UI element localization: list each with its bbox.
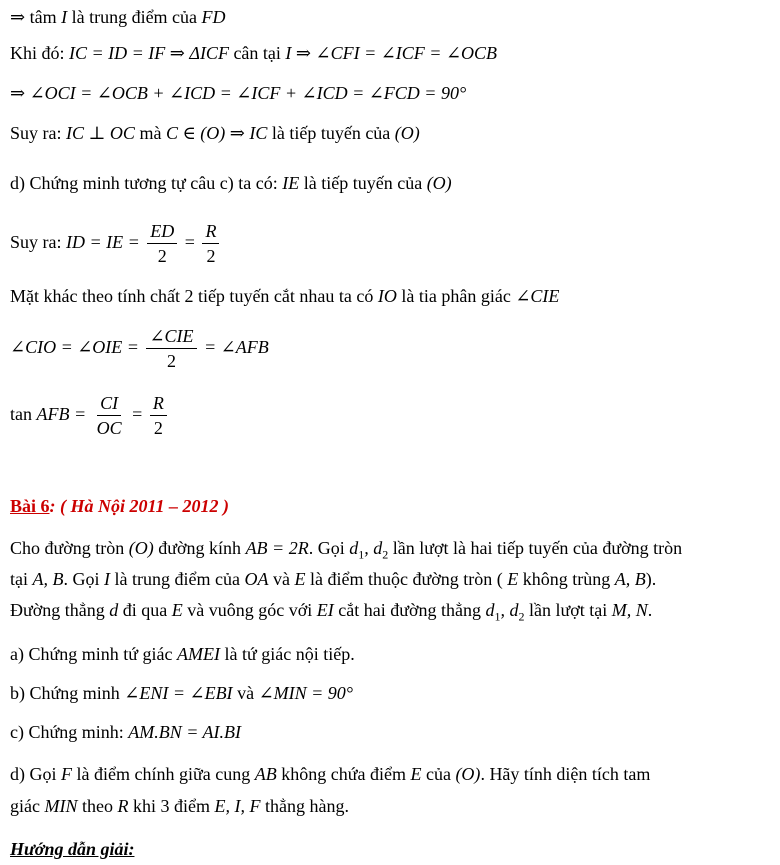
text: là trung điểm của <box>114 569 240 589</box>
problem-source: : ( Hà Nội 2011 – 2012 ) <box>49 496 230 516</box>
math: AFB = <box>36 404 87 424</box>
fraction <box>202 219 219 268</box>
math: EI <box>316 600 334 620</box>
math: E <box>507 569 519 589</box>
math: MIN <box>44 796 78 816</box>
text: đi qua <box>122 600 168 620</box>
question-b <box>10 682 353 704</box>
text: . Gọi <box>63 569 100 589</box>
text: Khi đó: <box>10 43 65 63</box>
text: mà <box>139 123 162 143</box>
math: ID = IE = <box>66 232 140 252</box>
text: lần lượt tại <box>529 600 608 620</box>
subscript: 2 <box>518 609 525 624</box>
text: ⇒ tâm <box>10 7 57 27</box>
text: khi 3 điểm <box>132 796 210 816</box>
fraction-denominator: 2 <box>153 418 163 439</box>
text: Suy ra: <box>10 123 62 143</box>
line-1 <box>10 6 226 28</box>
fraction <box>94 391 125 440</box>
solution-heading <box>10 838 134 860</box>
fraction-numerator: R <box>150 391 167 416</box>
math: AM.BN = AI.BI <box>128 722 242 742</box>
question-a <box>10 643 355 665</box>
text: a) Chứng minh tứ giác <box>10 644 173 664</box>
fraction-numerator: CI <box>97 391 121 416</box>
text: ). <box>645 569 657 589</box>
fraction-denominator: 2 <box>157 246 167 267</box>
text: cân tại <box>233 43 281 63</box>
text: thẳng hàng. <box>264 796 349 816</box>
text: Đường thẳng <box>10 600 105 620</box>
fraction-numerator: ∠CIE <box>146 324 196 349</box>
subscript: 1 <box>358 547 365 562</box>
line-4 <box>10 122 420 144</box>
text: và vuông góc với <box>187 600 313 620</box>
text: là điểm chính giữa cung <box>76 764 251 784</box>
fraction-numerator: ED <box>147 219 177 244</box>
text: . Hãy tính diện tích tam <box>480 764 651 784</box>
text: d) Gọi <box>10 764 57 784</box>
fraction-denominator: OC <box>96 418 122 439</box>
text: theo <box>81 796 113 816</box>
math: A, B <box>614 569 646 589</box>
math: M, N <box>611 600 648 620</box>
text: không trùng <box>522 569 611 589</box>
math: AMEI <box>176 644 220 664</box>
text: và <box>237 683 255 703</box>
text: b) Chứng minh <box>10 683 120 703</box>
math: IC ⊥ OC <box>66 123 135 143</box>
text: là tiếp tuyến của <box>303 173 423 193</box>
line-8 <box>10 323 269 373</box>
math: ⇒ ∠OCI = ∠OCB + ∠ICD = ∠ICF + ∠ICD = ∠FCD = 90° <box>10 83 467 103</box>
fraction <box>146 324 196 373</box>
text: cắt hai đường thẳng <box>338 600 481 620</box>
math: I <box>61 7 68 27</box>
math: (O) <box>455 764 481 784</box>
math: , d <box>364 538 383 558</box>
math: E <box>171 600 183 620</box>
math: ∠MIN = 90° <box>258 683 353 703</box>
text: . Gọi <box>308 538 345 558</box>
math: d <box>349 538 359 558</box>
math: I ⇒ ∠CFI = ∠ICF = ∠OCB <box>285 43 498 63</box>
problem-line-2 <box>10 568 656 590</box>
math: IO <box>377 286 397 306</box>
math: E <box>410 764 422 784</box>
line-2 <box>10 42 497 64</box>
text: tan <box>10 404 32 424</box>
math: I <box>104 569 110 589</box>
text: là tứ giác nội tiếp. <box>224 644 355 664</box>
subscript: 2 <box>382 547 389 562</box>
fraction-numerator: R <box>202 219 219 244</box>
equals: = <box>132 404 143 424</box>
subscript: 1 <box>494 609 501 624</box>
math: ∠ENI = ∠EBI <box>124 683 233 703</box>
text: giác <box>10 796 40 816</box>
math: , d <box>500 600 519 620</box>
math: d <box>485 600 495 620</box>
fraction-denominator: 2 <box>166 351 176 372</box>
question-c <box>10 721 241 743</box>
math: C ∈ (O) ⇒ IC <box>165 123 268 143</box>
text: của <box>425 764 451 784</box>
math: A, B <box>32 569 64 589</box>
question-d-line-2 <box>10 795 349 817</box>
fraction <box>147 219 177 268</box>
text: Suy ra: <box>10 232 62 252</box>
math: R <box>117 796 129 816</box>
math: IE <box>282 173 300 193</box>
solution-heading-text: Hướng dẫn giải: <box>10 839 135 859</box>
fraction <box>150 391 167 440</box>
math: OA <box>244 569 269 589</box>
math: (O) <box>426 173 452 193</box>
math: (O) <box>128 538 154 558</box>
math: ∠CIE <box>515 286 560 306</box>
math: d <box>109 600 119 620</box>
text: Cho đường tròn <box>10 538 125 558</box>
text: c) Chứng minh: <box>10 722 124 742</box>
line-9 <box>10 390 170 440</box>
text: là tia phân giác <box>401 286 511 306</box>
math: (O) <box>394 123 420 143</box>
text: tại <box>10 569 28 589</box>
math: E, I, F <box>214 796 261 816</box>
line-7 <box>10 285 559 307</box>
equals: = <box>184 232 195 252</box>
problem-line-1 <box>10 537 682 566</box>
math: = ∠AFB <box>204 337 269 357</box>
text: là trung điểm của <box>71 7 198 27</box>
problem-title <box>10 495 229 517</box>
line-6 <box>10 218 222 268</box>
line-3 <box>10 82 466 104</box>
math: ∠CIO = ∠OIE = <box>10 337 139 357</box>
fraction-denominator: 2 <box>206 246 216 267</box>
text: lần lượt là hai tiếp tuyến của đường tròn <box>392 538 683 558</box>
math: IC = ID = IF ⇒ ΔICF <box>69 43 229 63</box>
line-5 <box>10 172 452 194</box>
math: AB <box>254 764 277 784</box>
text: và <box>272 569 290 589</box>
math: AB = 2R <box>245 538 309 558</box>
math: FD <box>201 7 226 27</box>
math: F <box>61 764 72 784</box>
text: là tiếp tuyến của <box>271 123 391 143</box>
problem-number: Bài 6 <box>10 496 50 516</box>
text: d) Chứng minh tương tự câu c) ta có: <box>10 173 278 193</box>
math: E <box>294 569 306 589</box>
problem-line-3 <box>10 599 652 628</box>
text: Mặt khác theo tính chất 2 tiếp tuyến cắt nhau ta có <box>10 286 374 306</box>
text: . <box>647 600 653 620</box>
question-d-line-1 <box>10 763 650 785</box>
text: đường kính <box>158 538 242 558</box>
text: là điểm thuộc đường tròn ( <box>309 569 503 589</box>
text: không chứa điểm <box>281 764 406 784</box>
